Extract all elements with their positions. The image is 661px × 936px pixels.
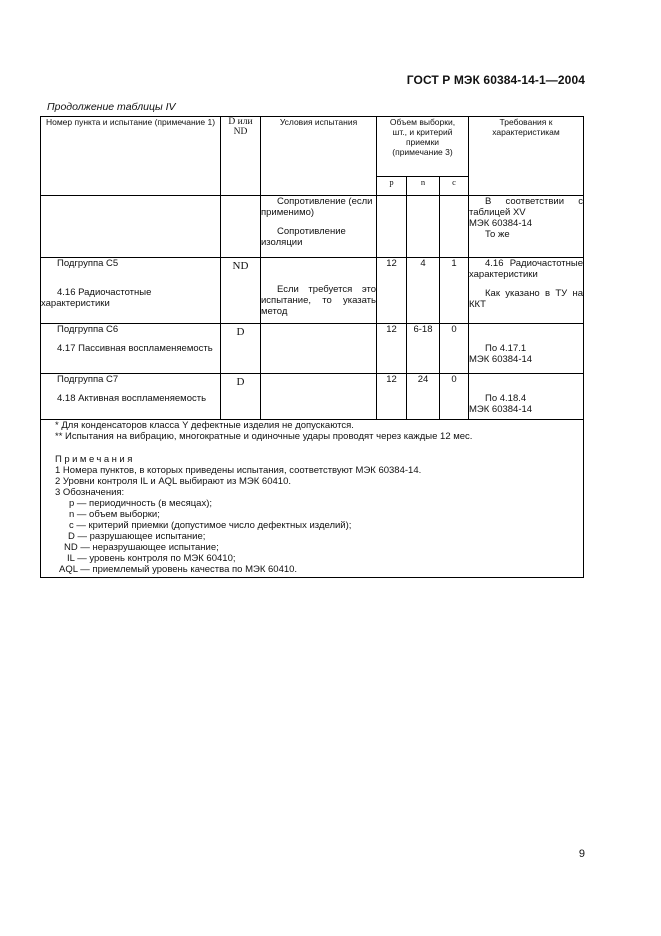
cell-p: 12 [377, 324, 407, 374]
cell-n: 6-18 [407, 324, 440, 374]
notes-row [41, 420, 584, 578]
cell-item [41, 324, 221, 374]
cell-p: 12 [377, 258, 407, 324]
condition-text: Если требуется это испытание, то указать метод [261, 284, 376, 317]
document-header: ГОСТ Р МЭК 60384-14-1—2004 [406, 73, 585, 87]
col-header-p: p [377, 176, 407, 195]
subgroup-title: Подгруппа С5 [57, 258, 119, 269]
note-definition: n — объем выборки; [69, 509, 160, 520]
cell-dnd: D [221, 374, 261, 420]
footnote: * Для конденсаторов класса Y дефектные изделия не допускаются. [55, 420, 354, 431]
note-definition: p — периодичность (в месяцах); [69, 498, 213, 509]
requirement-text: То же [485, 229, 510, 240]
notes-title: Примечания [55, 454, 135, 465]
col-header-requirements: Требования к характеристикам [469, 117, 584, 196]
cell-n: 24 [407, 374, 440, 420]
notes-cell [41, 420, 584, 578]
table-row [41, 374, 584, 420]
requirement-text: По 4.18.4 [485, 393, 527, 404]
cell-dnd: D [221, 324, 261, 374]
cell-requirements [469, 196, 584, 258]
condition-text: Сопротивление (если применимо) [261, 196, 373, 218]
col-header-sample: Объем выборки, шт., и критерий приемки (примечание 3) [377, 117, 469, 177]
requirement-text: В соответствии с таблицей XV [469, 196, 583, 218]
note-definition: ND — неразрушающее испытание; [64, 542, 219, 553]
note-definition: D — разрушающее испытание; [68, 531, 206, 542]
note-definition: IL — уровень контроля по МЭК 60410; [67, 553, 236, 564]
cell-requirements [469, 374, 584, 420]
requirement-text: По 4.17.1 [485, 343, 527, 354]
col-header-item: Номер пункта и испытание (примечание 1) [41, 117, 221, 196]
cell-n [407, 196, 440, 258]
requirement-text: МЭК 60384-14 [469, 354, 533, 365]
test-name: 4.18 Активная воспламеняемость [57, 393, 207, 404]
col-header-c: c [440, 176, 469, 195]
subgroup-title: Подгруппа С6 [57, 324, 119, 335]
subgroup-title: Подгруппа С7 [57, 374, 119, 385]
table-row [41, 324, 584, 374]
condition-text: Сопротивление изоляции [261, 226, 346, 248]
col-header-conditions: Условия испытания [261, 117, 377, 196]
footnote: ** Испытания на вибрацию, многократные и одиночные удары проводят через каждые 12 мес. [55, 431, 473, 442]
col-header-n: n [407, 176, 440, 195]
spec-table [40, 116, 584, 578]
cell-dnd [221, 196, 261, 258]
cell-p [377, 196, 407, 258]
col-header-dnd: D или ND [221, 117, 261, 196]
note-item: 1 Номера пунктов, в которых приведены испытания, соответствуют МЭК 60384-14. [55, 465, 422, 476]
cell-conditions [261, 324, 377, 374]
cell-conditions [261, 196, 377, 258]
cell-c: 1 [440, 258, 469, 324]
cell-item [41, 374, 221, 420]
cell-n: 4 [407, 258, 440, 324]
table-header-row [41, 117, 584, 177]
note-item: 2 Уровни контроля IL и AQL выбирают из МЭК 60410. [55, 476, 291, 487]
table-row [41, 258, 584, 324]
table-caption: Продолжение таблицы IV [47, 101, 176, 113]
requirement-text: Как указано в ТУ на ККТ [469, 288, 583, 310]
cell-c [440, 196, 469, 258]
cell-p: 12 [377, 374, 407, 420]
requirement-text: 4.16 Радиочастотные характеристики [469, 258, 583, 280]
cell-conditions [261, 374, 377, 420]
cell-c: 0 [440, 374, 469, 420]
note-definition: AQL — приемлемый уровень качества по МЭК 60410. [59, 564, 298, 575]
cell-conditions [261, 258, 377, 324]
cell-requirements [469, 258, 584, 324]
note-definition: c — критерий приемки (допустимое число дефектных изделий); [69, 520, 352, 531]
requirement-text: МЭК 60384-14 [469, 218, 533, 229]
cell-dnd: ND [221, 258, 261, 324]
test-name: 4.16 Радиочастотные характеристики [41, 287, 152, 309]
cell-item [41, 196, 221, 258]
note-item: 3 Обозначения: [55, 487, 125, 498]
cell-requirements [469, 324, 584, 374]
page-number: 9 [578, 848, 585, 860]
cell-c: 0 [440, 324, 469, 374]
requirement-text: МЭК 60384-14 [469, 404, 533, 415]
cell-item [41, 258, 221, 324]
table-row [41, 196, 584, 258]
test-name: 4.17 Пассивная воспламеняемость [57, 343, 213, 354]
